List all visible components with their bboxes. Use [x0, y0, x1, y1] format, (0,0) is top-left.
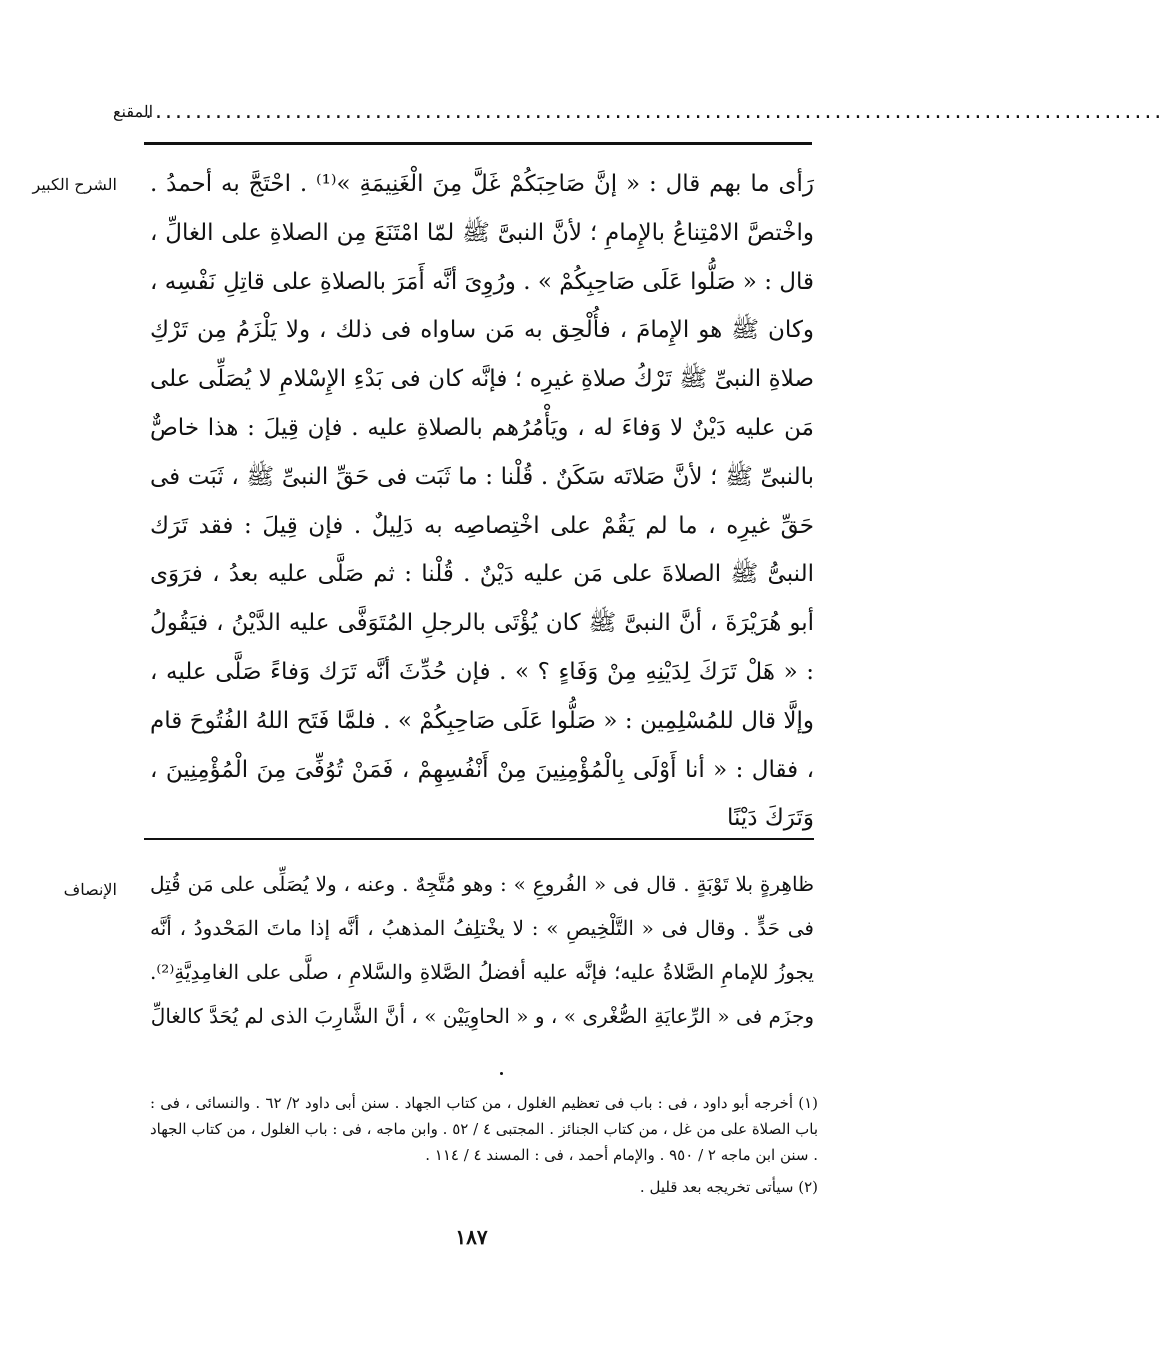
- margin-label-sharh: الشرح الكبير: [32, 175, 117, 194]
- main-text-block: رَأى ما بهم قال : « إنَّ صَاحِبَكُمْ غَلَّ مِنَ الْغَنِيمَةِ »⁽¹⁾ . احْتَجَّ به أحمدُ . واخْتصَّ الامْتِناعُ بالإِمامِ ؛ لأنَّ النبىَّ ﷺ لمّا امْتَنَعَ مِن الصلاةِ على الغالِّ ، قال : « صَلُّوا عَلَى صَاحِبِكُمْ » . ورُوِىَ أنَّه أَمَرَ بالصلاةِ على قاتِلِ نَفْسِه ، وكان ﷺ هو الإِمامَ ، فأُلْحِق به مَن ساواه فى ذلك ، ولا يَلْزَمُ مِن تَرْكِ صلاةِ النبىِّ ﷺ تَرْكُ صلاةِ غيرِه ؛ فإنَّه كان فى بَدْءِ الإِسْلامِ لا يُصَلِّى على مَن عليه دَيْنٌ لا وَفاءَ له ، ويَأْمُرُهم بالصلاةِ عليه . فإن قِيلَ : هذا خاصٌّ بالنبىِّ ﷺ ؛ لأنَّ صَلاتَه سَكَنٌ . قُلْنا : ما ثَبَت فى حَقِّ النبىِّ ﷺ ، ثَبَت فى حَقِّ غيرِه ، ما لم يَقُمْ على اخْتِصاصِه به دَلِيلٌ . فإن قِيلَ : فقد تَرَك النبىُّ ﷺ الصلاةَ على مَن عليه دَيْنٌ . قُلْنا : ثم صَلَّى عليه بعدُ ، فرَوَى أبو هُرَيْرَةَ ، أنَّ النبىَّ ﷺ كان يُؤْتَى بالرجلِ المُتَوَفَّى عليه الدَّيْنُ ، فيَقُولُ : « هَلْ تَرَكَ لِدَيْنِهِ مِنْ وَفَاءٍ ؟ » . فإن حُدِّثَ أنَّه تَرَك وَفاءً صَلَّى عليه ، وإلَّا قال للمُسْلِمِين : « صَلُّوا عَلَى صَاحِبِكُمْ » . فلمَّا فَتَح اللهُ الفُتُوحَ قام ، فقال : « أنا أَوْلَى بِالْمُؤْمِنِينَ مِنْ أَنْفُسِهِمْ ، فَمَنْ تُوُفِّىَ مِنَ الْمُؤْمِنِينَ ، وَتَرَكَ دَيْنًا: [150, 171, 814, 832]
- section-separator-rule: [144, 838, 814, 840]
- footnote-divider-dot: [500, 1072, 503, 1075]
- running-header-title: المقنع: [113, 102, 154, 121]
- footnote-1: (١) أخرجه أبو داود ، فى : باب فى تعظيم الغلول ، من كتاب الجهاد . سنن أبى داود ٢/ ٦٢ . والنسائى ، فى : باب الصلاة على من غل ، من كتاب الجنائز . المجتبى ٤ / ٥٢ . وابن ماجه ، فى : باب الغلول ، من كتاب الجهاد . سنن ابن ماجه ٢ / ٩٥٠ . والإمام أحمد ، فى : المسند ٤ / ١١٤ .: [150, 1094, 819, 1164]
- page-number: ١٨٧: [455, 1225, 488, 1249]
- footnotes: [150, 1090, 818, 1200]
- header-dotted-leader: ......................................................................................................: [145, 99, 1164, 124]
- footnote-2: (٢) سيأتى تخريجه بعد قليل .: [639, 1178, 818, 1196]
- insaf-text-block: ظاهِرةٍ بلا تَوْبَةٍ . قال فى « الفُروعِ » : وهو مُتَّجِهٌ . وعنه ، ولا يُصَلِّى على مَن قُتِل فى حَدٍّ . وقال فى « التَّلْخِيصِ » : لا يخْتلِفُ المذهبُ ، أنَّه إذا ماتَ المَحْدودُ ، أنَّه يجوزُ للإمامِ الصَّلاةُ عليه؛ فإنَّه عليه أفضلُ الصَّلاةِ والسَّلامِ ، صلَّى على الغامِدِيَّةِ⁽²⁾. وجزَم فى « الرِّعايَةِ الصُّغْرى » ، و « الحاوِيَيْن » ، أنَّ الشَّارِبَ الذى لم يُحَدَّ كالغالِّ: [150, 872, 814, 1028]
- margin-label-insaf: الإنصاف: [63, 880, 117, 899]
- header-rule: [144, 142, 812, 145]
